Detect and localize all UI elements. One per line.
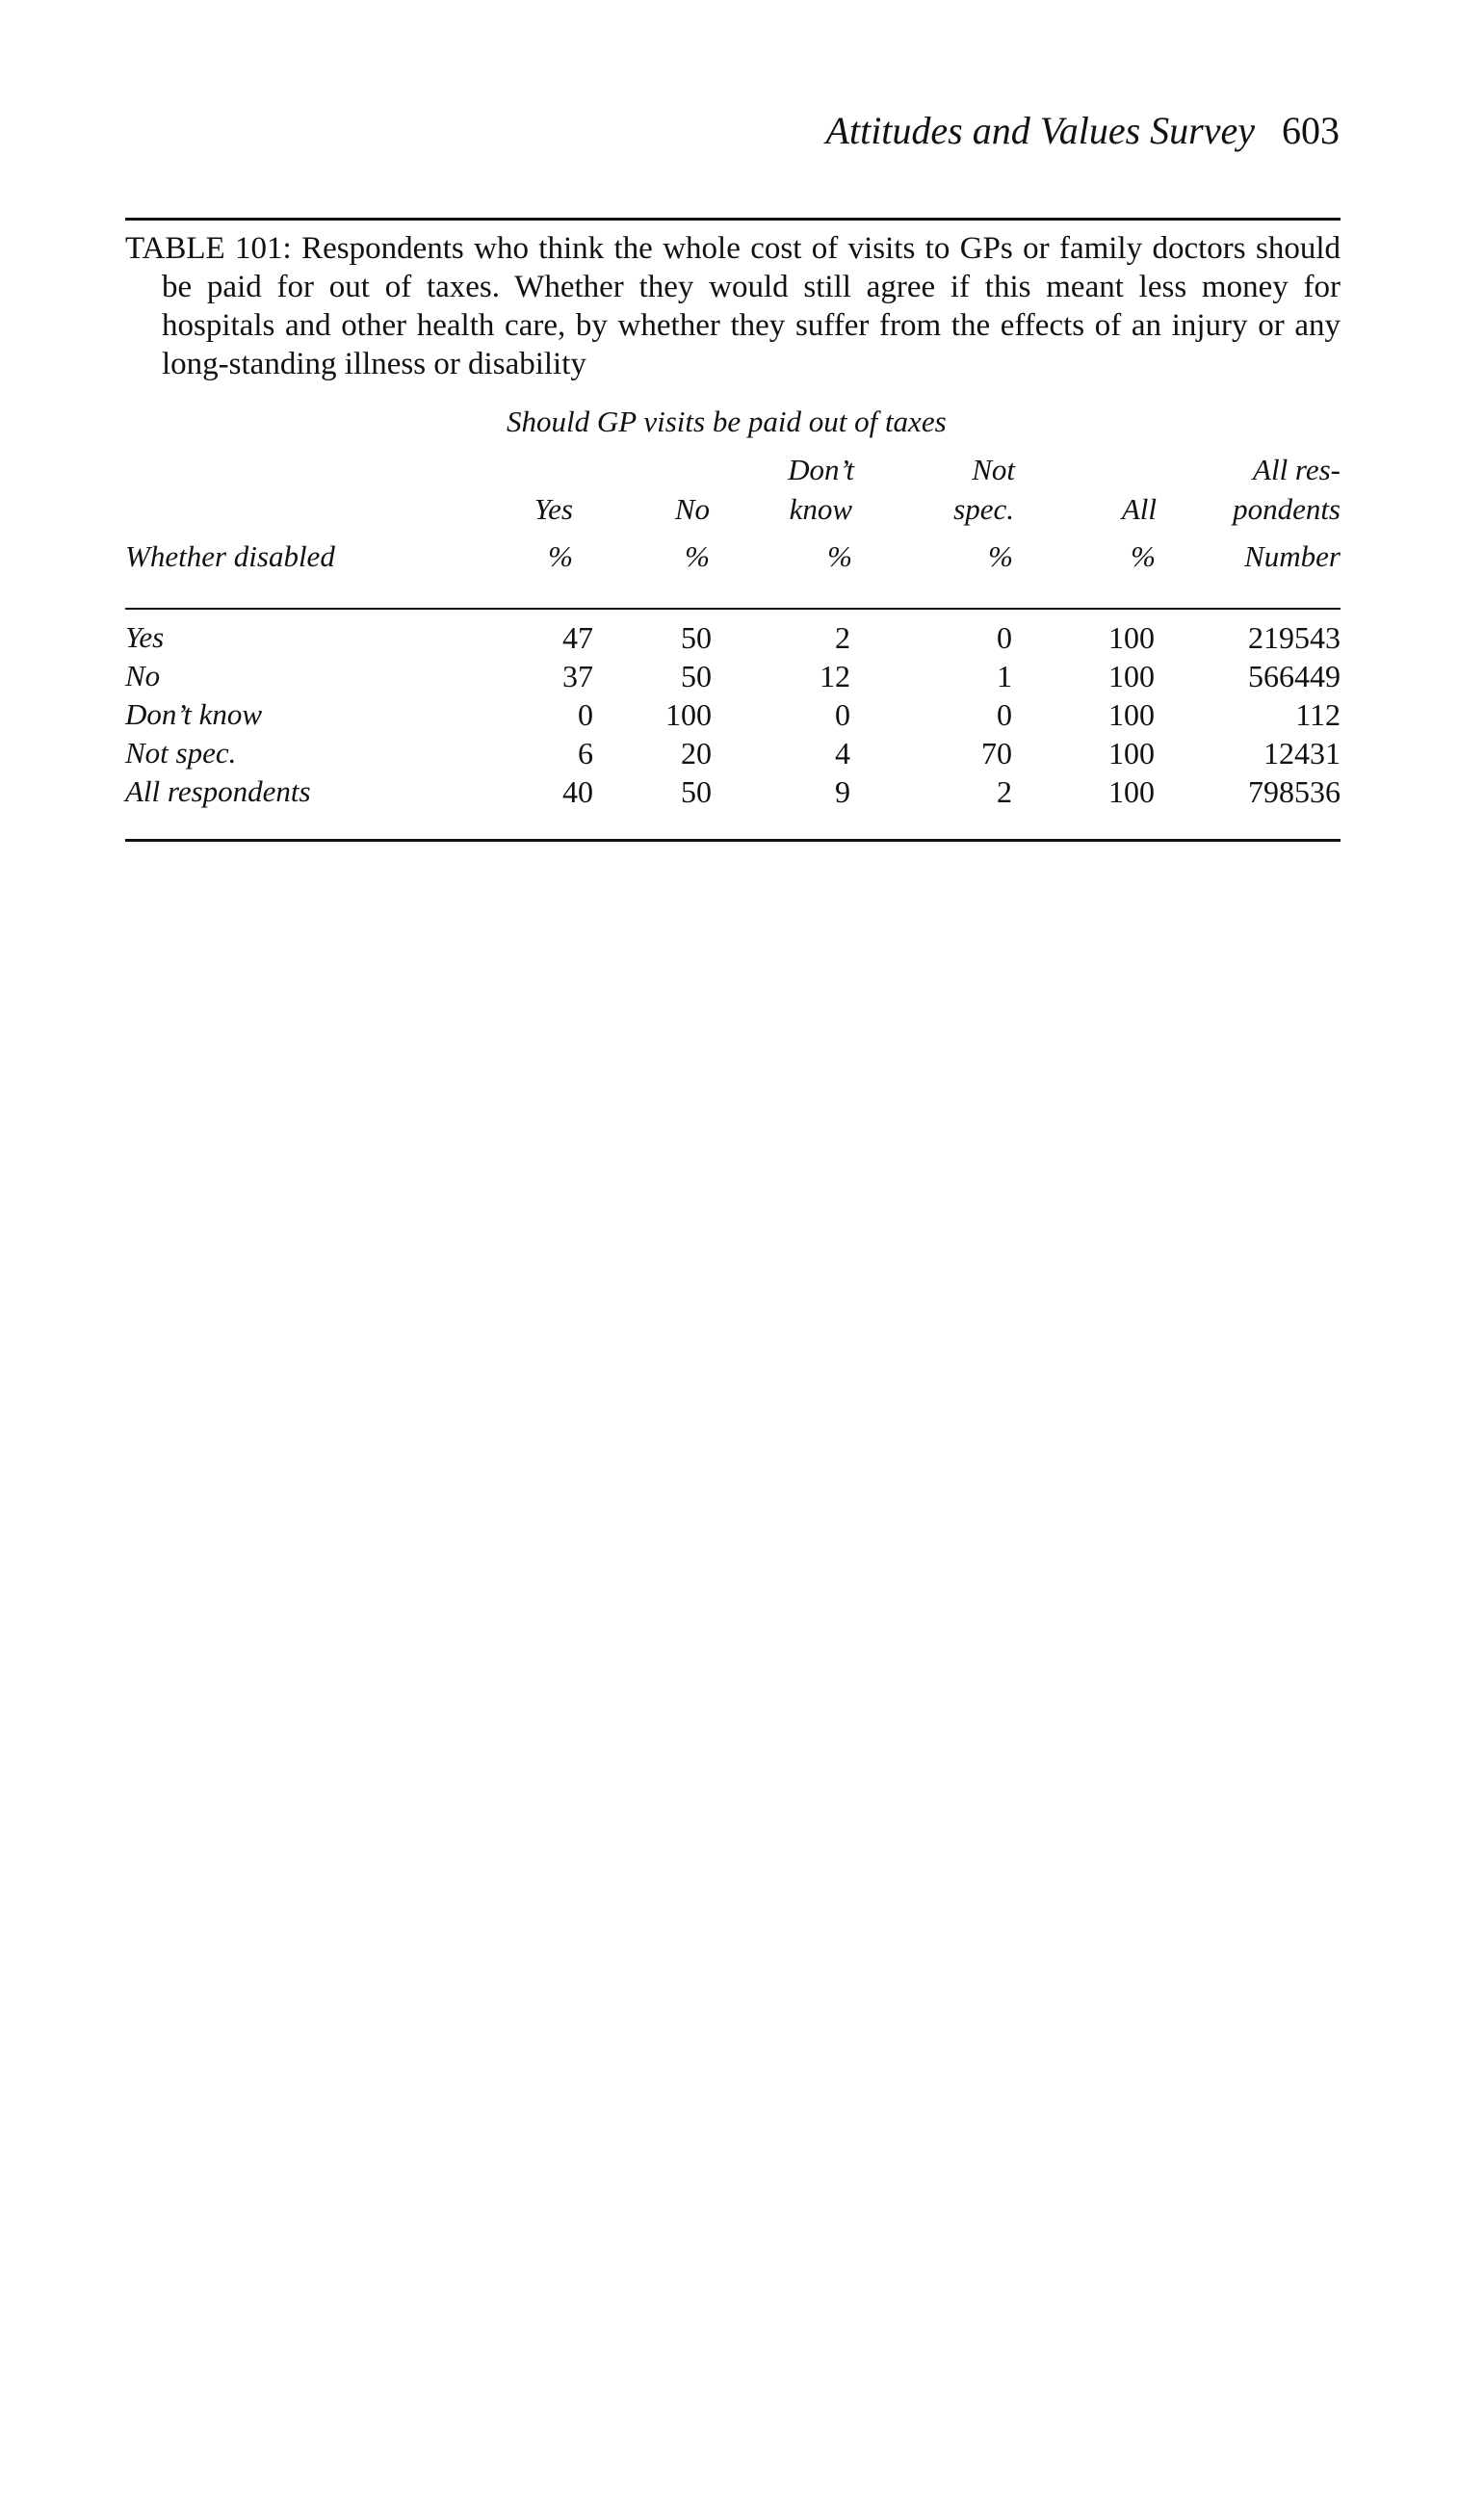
col-header-all: All <box>1121 492 1157 526</box>
col-header-no: No <box>674 492 710 526</box>
running-head <box>826 108 1340 153</box>
cell-all-respondents-no: 50 <box>681 774 712 809</box>
cell-no-number: 566449 <box>1248 659 1341 693</box>
table-top-rule <box>125 218 1341 221</box>
cell-dont-know-no: 100 <box>665 697 712 732</box>
stub-header: Whether disabled <box>125 539 335 573</box>
col-header-not-spec-line1: Not <box>972 453 1015 486</box>
cell-all-respondents-dont-know: 9 <box>835 774 850 809</box>
cell-yes-dont-know: 2 <box>835 620 850 655</box>
row-label-all-respondents: All respondents <box>125 774 311 808</box>
cell-dont-know-all: 100 <box>1108 697 1155 732</box>
header-rule <box>125 608 1341 610</box>
cell-yes-not-spec: 0 <box>997 620 1012 655</box>
col-header-dont-know-line1: Don’t <box>788 453 854 486</box>
cell-dont-know-not-spec: 0 <box>997 697 1012 732</box>
col-unit-all-respondents: Number <box>1244 539 1341 573</box>
col-header-all-respondents-line2: pondents <box>1233 492 1341 526</box>
table-bottom-rule <box>125 839 1341 842</box>
col-unit-all: % <box>1131 539 1156 573</box>
cell-not-spec-yes: 6 <box>578 736 593 771</box>
cell-yes-yes: 47 <box>562 620 593 655</box>
cell-all-respondents-not-spec: 2 <box>997 774 1012 809</box>
cell-all-respondents-yes: 40 <box>562 774 593 809</box>
col-header-dont-know-line2: know <box>789 492 852 526</box>
table-caption: TABLE 101: Respondents who think the whole cost of visits to GPs or family doctors should be paid for out of taxes. Whether they would still agree if this meant less money for hospitals and other health care, by whether they suffer from the effects of an injury or any long-standing illness or disability <box>125 231 1341 381</box>
cell-all-respondents-number: 798536 <box>1248 774 1341 809</box>
col-header-yes: Yes <box>534 492 573 526</box>
running-head-title: Attitudes and Values Survey <box>825 109 1255 152</box>
cell-not-spec-no: 20 <box>681 736 712 771</box>
cell-no-yes: 37 <box>562 659 593 693</box>
cell-no-no: 50 <box>681 659 712 693</box>
cell-all-respondents-all: 100 <box>1108 774 1155 809</box>
row-label-dont-know: Don’t know <box>125 697 263 731</box>
cell-not-spec-number: 12431 <box>1263 736 1341 771</box>
cell-not-spec-dont-know: 4 <box>835 736 850 771</box>
col-unit-yes: % <box>548 539 573 573</box>
cell-no-all: 100 <box>1108 659 1155 693</box>
cell-no-not-spec: 1 <box>997 659 1012 693</box>
cell-dont-know-yes: 0 <box>578 697 593 732</box>
cell-not-spec-not-spec: 70 <box>981 736 1012 771</box>
col-header-all-respondents-line1: All res- <box>1253 453 1341 486</box>
cell-yes-number: 219543 <box>1248 620 1341 655</box>
cell-yes-no: 50 <box>681 620 712 655</box>
cell-yes-all: 100 <box>1108 620 1155 655</box>
row-label-no: No <box>125 659 161 692</box>
cell-dont-know-number: 112 <box>1295 697 1341 732</box>
col-unit-no: % <box>685 539 710 573</box>
col-header-not-spec-line2: spec. <box>953 492 1014 526</box>
col-unit-dont-know: % <box>827 539 852 573</box>
page-number: 603 <box>1282 109 1340 152</box>
row-label-yes: Yes <box>125 620 165 654</box>
col-unit-not-spec: % <box>988 539 1013 573</box>
cell-dont-know-dont-know: 0 <box>835 697 850 732</box>
cell-not-spec-all: 100 <box>1108 736 1155 771</box>
column-spanner-heading: Should GP visits be paid out of taxes <box>507 405 947 438</box>
row-label-not-spec: Not spec. <box>125 736 237 770</box>
cell-no-dont-know: 12 <box>820 659 850 693</box>
